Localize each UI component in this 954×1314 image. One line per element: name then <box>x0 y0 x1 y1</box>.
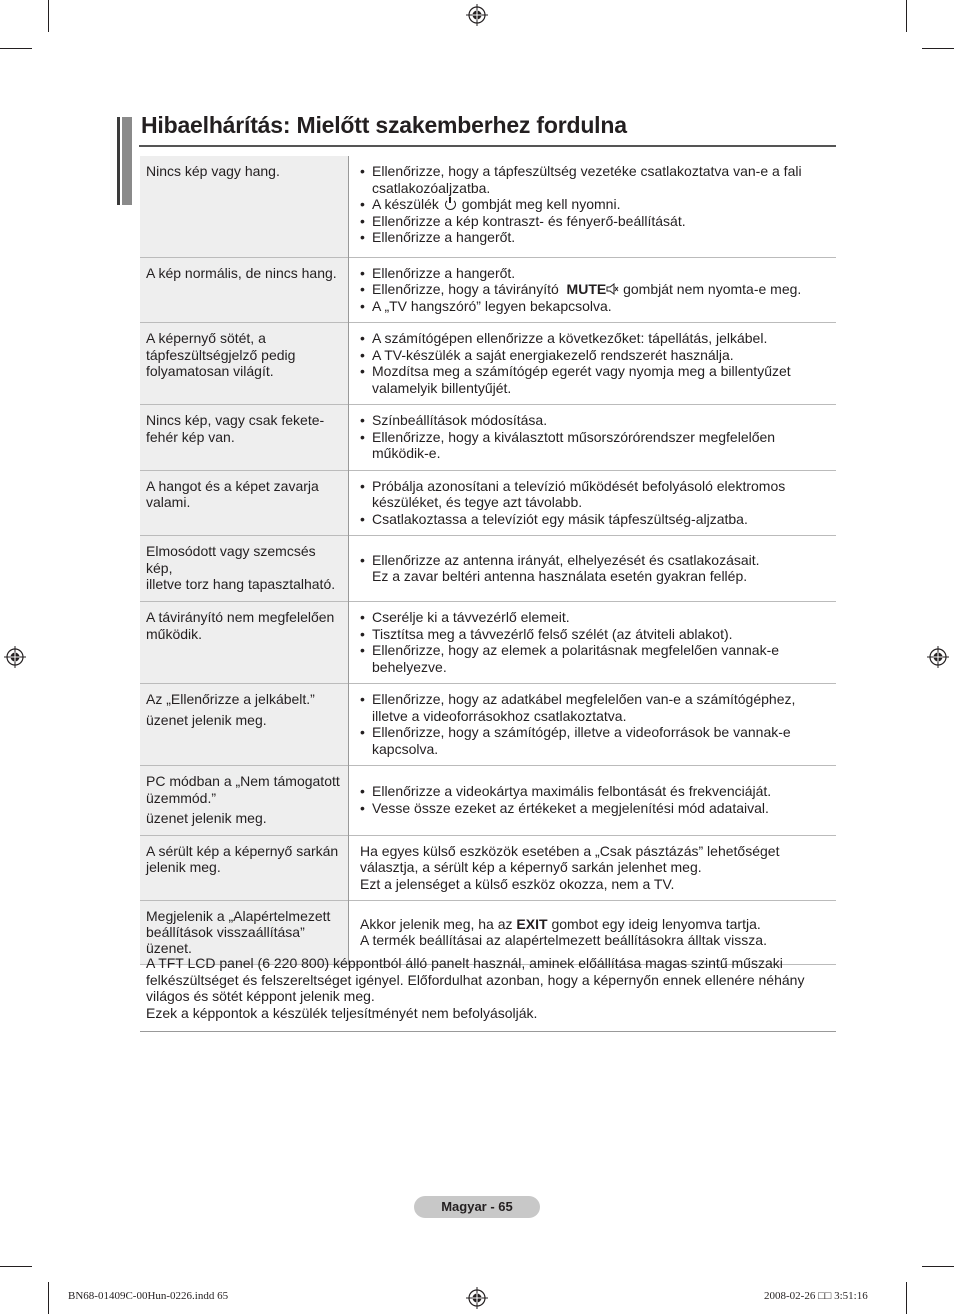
solution-cell <box>349 156 837 257</box>
crop-mark-bottom-left-h <box>0 1266 32 1267</box>
list-item: • Cserélje ki a távvezérlő elemeit. <box>360 609 830 626</box>
table-row <box>140 835 836 901</box>
power-text-post: gombját meg kell nyomni. <box>461 196 621 212</box>
crop-mark-bottom-right <box>906 1282 907 1314</box>
problem-line: PC módban a „Nem támogatott üzemmód.” <box>146 773 340 806</box>
solution-list <box>360 265 830 315</box>
list-item: • Ellenőrizze a hangerőt. <box>360 265 830 282</box>
solution-cell <box>349 684 837 766</box>
table-row <box>140 323 836 405</box>
list-item <box>360 196 830 213</box>
exit-text-pre: Akkor jelenik meg, ha az <box>360 915 513 932</box>
problem-cell <box>140 684 349 766</box>
crop-mark-top-right <box>906 0 907 32</box>
list-item <box>360 281 830 298</box>
page-title: Hibaelhárítás: Mielőtt szakemberhez fordulna <box>141 112 627 138</box>
list-item: • Mozdítsa meg a számítógép egerét vagy nyomja meg a billentyűzet valamelyik billentyűjét. <box>360 363 830 396</box>
solution-line: Ez a zavar beltéri antenna használata esetén gyakran fellép. <box>372 568 748 584</box>
crop-mark-top-right-h <box>922 48 954 49</box>
mute-text-pre: Ellenőrizze, hogy a távirányító <box>372 281 559 297</box>
list-item: • Próbálja azonosítani a televízió működését befolyásoló elektromos készüléket, és tegye azt távolabb. <box>360 478 830 511</box>
solution-list <box>360 609 830 675</box>
problem-cell: A képernyő sötét, a tápfeszültségjelző pedig folyamatosan világít. <box>140 323 349 405</box>
mute-speaker-icon <box>606 283 619 295</box>
problem-cell <box>140 536 349 602</box>
title-accent-bar <box>117 117 132 205</box>
solution-text: A termék beállításai az alapértelmezett beállításokra álltak vissza. <box>360 932 767 948</box>
exit-key-label: EXIT <box>516 915 548 932</box>
problem-line: Elmosódott vagy szemcsés kép, <box>146 543 316 576</box>
table-row <box>140 156 836 257</box>
crop-mark-top-left <box>48 0 49 32</box>
problem-cell: Megjelenik a „Alapértelmezett beállítások visszaállítása” üzenet. <box>140 901 349 965</box>
table-row <box>140 405 836 471</box>
panel-note <box>140 948 836 1032</box>
solution-cell <box>349 835 837 901</box>
troubleshooting-table <box>140 156 836 965</box>
note-text: Ezek a képpontok a készülék teljesítményét nem befolyásolják. <box>146 1004 538 1021</box>
problem-cell: Nincs kép, vagy csak fekete-fehér kép van. <box>140 405 349 471</box>
note-text: A TFT LCD panel (6 220 800) képpontból álló panelt használ, aminek előállítása magas szintű műszaki felkészültséget és felszereltséget igényel. Előfordulhat azonban, hogy a képernyőn ennek ellenére néhány világos és sötét képpont jelenik meg. <box>146 955 805 1004</box>
list-item: • Ellenőrizze, hogy az adatkábel megfelelően van-e a számítógéphez, illetve a videoforrásokhoz csatlakoztatva. <box>360 691 830 724</box>
problem-line: illetve torz hang tapasztalható. <box>146 576 336 592</box>
crop-mark-top-left-h <box>0 48 32 49</box>
solution-list <box>360 478 830 528</box>
list-item: • Vesse össze ezeket az értékeket a megjelenítési mód adataival. <box>360 800 830 817</box>
solution-list <box>360 783 830 816</box>
exit-text-post: gombot egy ideig lenyomva tartja. <box>551 915 761 932</box>
list-item: • A számítógépen ellenőrizze a következőket: tápellátás, jelkábel. <box>360 330 830 347</box>
solution-text: Ha egyes külső eszközök esetében a „Csak pásztázás” lehetőséget választja, a sérült kép a képernyő sarkán jelenhet meg. <box>360 842 780 875</box>
solution-cell <box>349 766 837 836</box>
problem-cell <box>140 766 349 836</box>
table-row <box>140 602 836 684</box>
problem-cell: A távirányító nem megfelelően működik. <box>140 602 349 684</box>
title-rule <box>139 145 836 147</box>
problem-line: Az „Ellenőrizze a jelkábelt.” <box>146 691 315 707</box>
solution-list <box>360 552 830 585</box>
list-item: • A TV-készülék a saját energiakezelő rendszerét használja. <box>360 347 830 364</box>
table-row <box>140 257 836 323</box>
list-item <box>360 552 830 585</box>
table-row <box>140 684 836 766</box>
list-item: • Ellenőrizze, hogy a számítógép, illetve a videoforrások be vannak-e kapcsolva. <box>360 724 830 757</box>
problem-cell: A hangot és a képet zavarja valami. <box>140 470 349 536</box>
list-item: • Csatlakoztassa a televíziót egy másik tápfeszültség-aljzatba. <box>360 511 830 528</box>
solution-cell <box>349 257 837 323</box>
solution-cell <box>349 602 837 684</box>
list-item: • Tisztítsa meg a távvezérlő felső szélét (az átviteli ablakot). <box>360 626 830 643</box>
crop-mark-bottom-right-h <box>922 1266 954 1267</box>
solution-cell <box>349 405 837 471</box>
solution-list <box>360 691 830 757</box>
registration-mark-left-icon <box>4 646 26 668</box>
list-item: • A „TV hangszóró” legyen bekapcsolva. <box>360 298 830 315</box>
registration-mark-right-icon <box>927 646 949 668</box>
registration-mark-bottom-icon <box>466 1287 488 1309</box>
registration-mark-top-icon <box>466 4 488 26</box>
problem-cell: Nincs kép vagy hang. <box>140 156 349 257</box>
mute-text-post: gombját nem nyomta-e meg. <box>623 281 802 297</box>
crop-mark-bottom-left <box>48 1282 49 1314</box>
list-item: • Ellenőrizze a videokártya maximális felbontását és frekvenciáját. <box>360 783 830 800</box>
list-item: • Ellenőrizze, hogy a tápfeszültség vezetéke csatlakoztatva van-e a fali csatlakozóaljzatba. <box>360 163 830 196</box>
solution-cell <box>349 470 837 536</box>
list-item: • Ellenőrizze, hogy az elemek a polaritásnak megfelelően vannak-e behelyezve. <box>360 642 830 675</box>
solution-cell <box>349 536 837 602</box>
footer-filename: BN68-01409C-00Hun-0226.indd 65 <box>68 1290 229 1302</box>
solution-list <box>360 412 830 462</box>
solution-text: Ezt a jelenséget a külső eszköz okozza, nem a TV. <box>360 875 675 892</box>
solution-cell <box>349 323 837 405</box>
table-row <box>140 470 836 536</box>
footer-timestamp: 2008-02-26 □□ 3:51:16 <box>764 1290 868 1302</box>
table-row <box>140 766 836 836</box>
solution-list <box>360 330 830 396</box>
mute-key-label: MUTE <box>566 281 607 297</box>
problem-cell: A kép normális, de nincs hang. <box>140 257 349 323</box>
page-number-badge: Magyar - 65 <box>414 1196 540 1218</box>
problem-line: üzenet jelenik meg. <box>146 711 267 728</box>
power-text-pre: A készülék <box>372 196 439 212</box>
table-row <box>140 536 836 602</box>
list-item: • Ellenőrizze, hogy a kiválasztott műsorszórórendszer megfelelően működik-e. <box>360 429 830 462</box>
solution-text <box>360 916 830 933</box>
solution-list <box>360 163 830 246</box>
problem-cell: A sérült kép a képernyő sarkán jelenik meg. <box>140 835 349 901</box>
list-item: • Színbeállítások módosítása. <box>360 412 830 429</box>
problem-line: üzenet jelenik meg. <box>146 810 267 826</box>
list-item: • Ellenőrizze a hangerőt. <box>360 229 830 246</box>
solution-line: • Ellenőrizze az antenna irányát, elhelyezését és csatlakozásait. <box>372 551 760 568</box>
list-item: • Ellenőrizze a kép kontraszt- és fényerő-beállítását. <box>360 213 830 230</box>
power-icon <box>445 199 456 210</box>
